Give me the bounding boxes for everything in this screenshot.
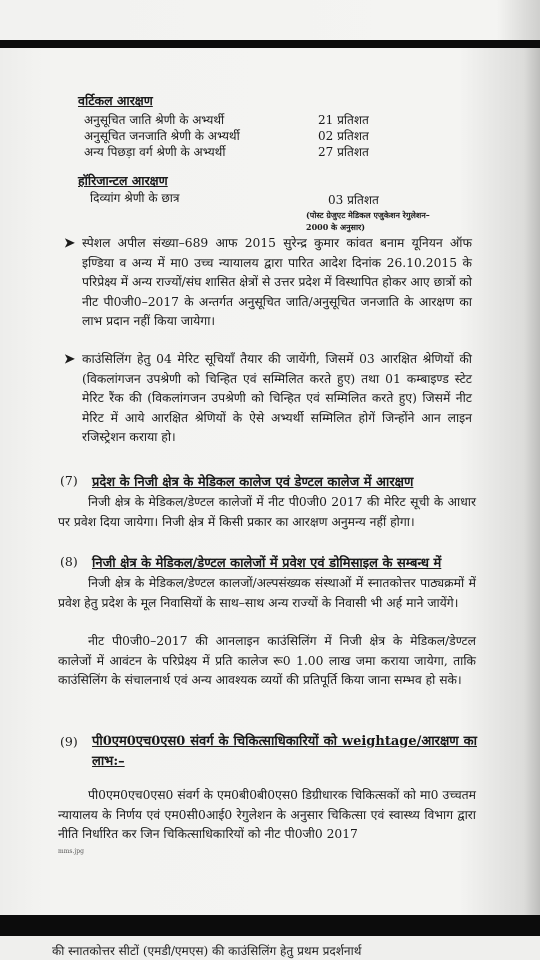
section-heading: निजी क्षेत्र के मेडिकल/डेण्टल कालेजों में प्रवेश एवं डोमिसाइल के सम्बन्ध में xyxy=(92,556,442,571)
previous-page-edge xyxy=(0,0,540,40)
vertical-reservation-heading: वर्टिकल आरक्षण xyxy=(78,93,153,108)
section-heading: पी0एम0एच0एस0 संवर्ग के चिकित्साधिकारियों को weightage/आरक्षण का लाभ:– xyxy=(92,734,477,769)
vertical-row-label: अनुसूचित जाति श्रेणी के अभ्यर्थी xyxy=(84,113,225,127)
bullet-paragraph: काउंसिलिंग हेतु 04 मेरिट सूचियॉं तैयार की जायेंगी, जिसमें 03 आरक्षित श्रेणियों की (विकलांगजन उपश्रेणी को चिन्हित एवं सम्मिलित करते हुए) तथा 01 कम्बाइण्ड स्टेट मेरिट रैंक की (विकलांगजन उपश्रेणी को चिन्हित एवं सम्मिलित करते हुए) जिसमें नीट मेरिट में आये आरक्षित श्रेणियों के ऐसे अभ्यर्थी सम्मिलित होगें जिन्होंने आन लाइन रजिस्ट्रेशन कराया हो। xyxy=(82,352,472,444)
document-page xyxy=(0,48,540,915)
page-footer-mark: mms.jpg xyxy=(58,848,84,855)
arrow-bullet-icon: ➤ xyxy=(64,352,75,367)
next-page-text: की स्नातकोत्तर सीटों (एमडी/एमएस) की काउंसिलिंग हेतु प्रथम प्रदर्शनार्थ xyxy=(52,944,362,958)
vertical-row-label: अनुसूचित जनजाति श्रेणी के अभ्यर्थी xyxy=(84,129,240,143)
section-number: (9) xyxy=(60,734,78,749)
vertical-row-value: 21 प्रतिशत xyxy=(318,113,369,127)
section-heading: प्रदेश के निजी क्षेत्र के मेडिकल कालेज एवं डेण्टल कालेज में आरक्षण xyxy=(92,475,414,490)
section-number: (8) xyxy=(60,554,78,569)
horizontal-row-label: दिव्यांग श्रेणी के छात्र xyxy=(90,191,180,205)
vertical-row-label: अन्य पिछड़ा वर्ग श्रेणी के अभ्यर्थी xyxy=(84,145,226,159)
horizontal-row-value: 03 प्रतिशत xyxy=(328,193,379,207)
section-paragraph: नीट पी0जी0–2017 की आनलाइन काउंसिलिंग में निजी क्षेत्र के मेडिकल/डेण्टल कालेजों में आवंटन के परिप्रेक्ष्य में प्रति कालेज रू0 1.00 लाख जमा कराया जायेगा, ताकि काउंसिलिंग के संचालनार्थ एवं अन्य आवश्यक व्ययों की प्रतिपूर्ति किया जाना सम्भव हो सके। xyxy=(58,634,476,687)
arrow-bullet-icon: ➤ xyxy=(64,236,75,251)
horizontal-reservation-heading: हॉरिजान्टल आरक्षण xyxy=(78,173,168,188)
section-paragraph: पी0एम0एच0एस0 संवर्ग के एम0बी0बी0एस0 डिग्रीधारक चिकित्सकों को मा0 उच्चतम न्यायालय के निर्णय एवं एम0सी0आई0 रेगुलेशन के अनुसार चिकित्सा एवं स्वास्थ्य विभाग द्वारा नीति निर्धारित कर जिन चिकित्साधिकारियों को नीट पी0जी0 2017 xyxy=(58,788,476,841)
vertical-row-value: 02 प्रतिशत xyxy=(318,129,369,143)
section-paragraph: निजी क्षेत्र के मेडिकल/डेण्टल कालेजों में नीट पी0जी0 2017 की मेरिट सूची के आधार पर प्रवेश दिया जायेगा। निजी क्षेत्र में किसी प्रकार का आरक्षण अनुमन्य नहीं होगा। xyxy=(58,495,476,529)
next-page-edge xyxy=(0,936,540,960)
section-paragraph: निजी क्षेत्र के मेडिकल/डेण्टल कालजों/अल्पसंख्यक संस्थाओं में स्नातकोत्तर पाठ्यक्रमों में प्रवेश हेतु प्रदेश के मूल निवासियों के साथ–साथ अन्य राज्यों के निवासी भी अर्ह माने जायेंगे। xyxy=(58,576,476,610)
regulation-note: (पोस्ट ग्रेजुएट मेडिकल एजुकेशन रेगुलेशन–2000 के अनुसार) xyxy=(306,210,430,232)
section-number: (7) xyxy=(60,473,78,488)
bullet-paragraph: स्पेशल अपील संख्या–689 आफ 2015 सुरेन्द्र कुमार कांवत बनाम यूनियन ऑफ इण्डिया व अन्य में मा0 उच्च न्यायालय द्वारा पारित आदेश दिनांक 26.10.2015 के परिप्रेक्ष्य में अन्य राज्यों/संघ शासित क्षेत्रों से उत्तर प्रदेश में विस्थापित होकर आए छात्रों को नीट पी0जी0–2017 के अन्तर्गत अनुसूचित जाति/अनुसूचित जनजाति के आरक्षण का लाभ प्रदान नहीं किया जायेगा। xyxy=(82,236,472,328)
vertical-row-value: 27 प्रतिशत xyxy=(318,145,369,159)
